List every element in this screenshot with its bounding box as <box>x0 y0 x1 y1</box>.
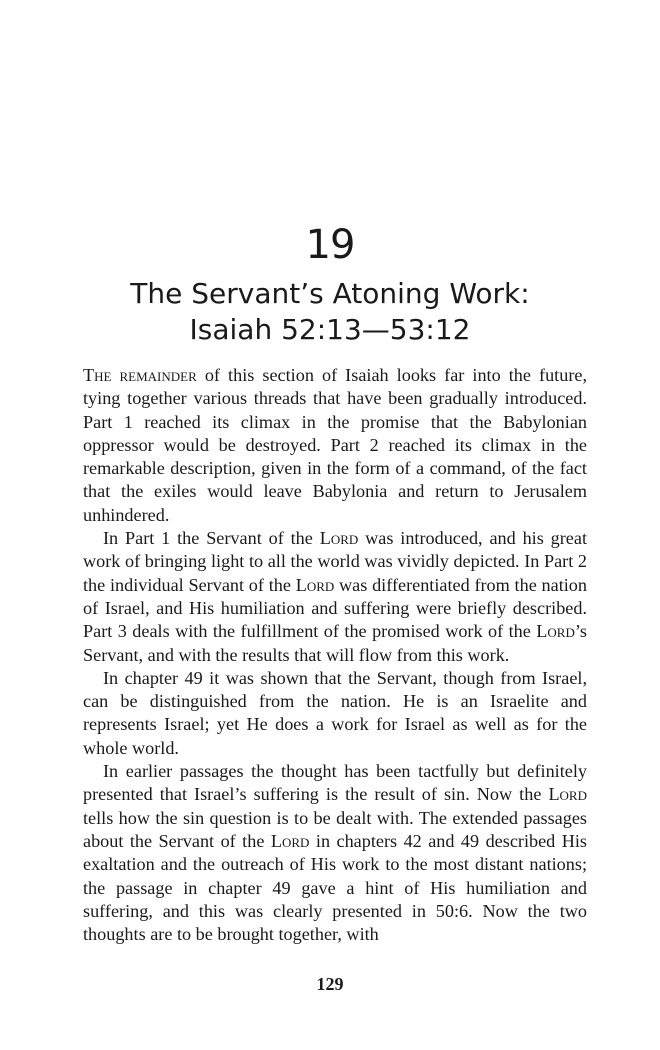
chapter-title-line-1: The Servant’s Atoning Work: <box>130 277 530 310</box>
small-caps-text: Lord <box>536 621 575 642</box>
small-caps-text: The remainder <box>83 365 197 385</box>
page-number: 129 <box>316 974 344 994</box>
small-caps-text: Lord <box>270 830 310 851</box>
small-caps-text: Lord <box>548 784 587 805</box>
paragraph-text: was differentiated from the nation of Israel, and His humiliation and suffering were briefly described. Part 3 deals with the fulfillment of the promised work of the <box>83 574 587 642</box>
chapter-title-line-2: Isaiah 52:13—53:12 <box>189 313 471 346</box>
paragraph-text: was introduced, and his great work of bringing light to all the world was vividly depicted. In Part 2 the individual Servant of the <box>83 528 587 595</box>
paragraph-text: ’s Servant, and with the results that will flow from this work. <box>83 621 587 665</box>
paragraph-text: in chapters 42 and 49 described His exaltation and the outreach of His work to the most distant nations; the passage in chapter 49 gave a hint of His humiliation and suffering, and this was clearly presented in 50:6. Now the two thoughts are to be brought together, with <box>83 830 587 945</box>
paragraph <box>83 760 587 946</box>
paragraph-text: In earlier passages the thought has been tactfully but definitely presented that Israel’s suffering is the result of sin. Now the <box>83 761 587 805</box>
paragraph-text: In Part 1 the Servant of the <box>103 528 320 549</box>
paragraph <box>83 527 587 667</box>
paragraph-text: of this section of Isaiah looks far into the future, tying together various threads that have been gradually introduced. Part 1 reached its climax in the promise that the Babylonian oppressor would be destroyed. Part 2 reached its climax in the remarkable description, given in the form of a command, of the fact that the exiles would leave Babylonia and return to Jerusalem unhindered. <box>83 365 587 525</box>
paragraph <box>83 667 587 760</box>
chapter-title <box>0 276 660 348</box>
body-text <box>83 364 587 946</box>
paragraph-text: tells how the sin question is to be dealt with. The extended passages about the Servant of the <box>83 807 587 851</box>
paragraph-text: In chapter 49 it was shown that the Servant, though from Israel, can be distinguished from the nation. He is an Israelite and represents Israel; yet He does a work for Israel as well as for the whole world. <box>83 667 587 758</box>
chapter-number: 19 <box>305 222 355 268</box>
paragraph <box>83 364 587 527</box>
small-caps-text: Lord <box>319 528 359 549</box>
small-caps-text: Lord <box>295 574 335 595</box>
